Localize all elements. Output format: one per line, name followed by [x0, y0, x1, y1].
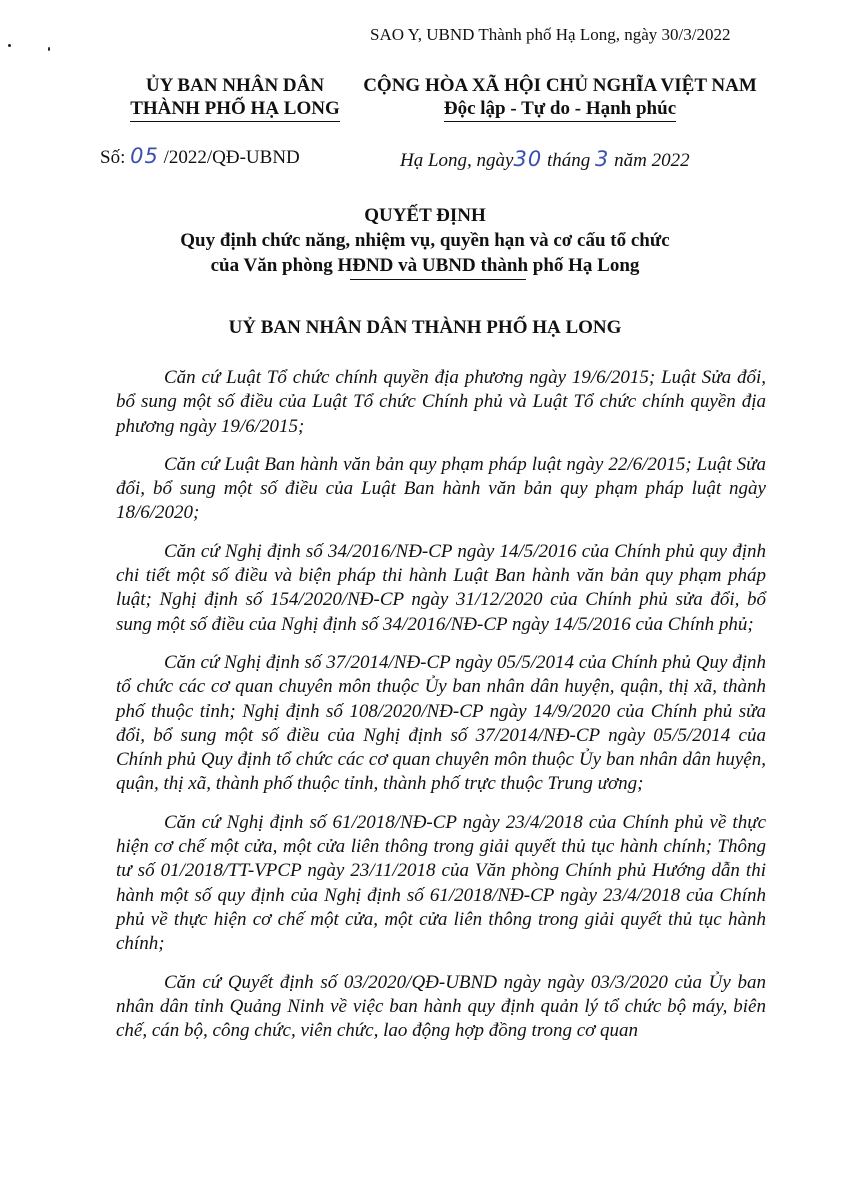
national-motto: Độc lập - Tự do - Hạnh phúc	[444, 97, 676, 122]
document-subtitle-line1: Quy định chức năng, nhiệm vụ, quyền hạn và cơ cấu tổ chức	[180, 230, 670, 251]
legal-basis-paragraph: Căn cứ Nghị định số 37/2014/NĐ-CP ngày 05/5/2014 của Chính phủ Quy định tổ chức các cơ quan chuyên môn thuộc Ủy ban nhân dân huyện, quận, thị xã, thành phố thuộc tỉnh; Nghị định số 108/2020/NĐ-CP ngày 14/9/2020 của Chính phủ sửa đổi, bổ sung một số điều của Nghị định số 37/2014/NĐ-CP ngày 05/5/2014 của Chính phủ Quy định tổ chức các cơ quan chuyên môn thuộc Ủy ban nhân dân huyện, quận, thị xã, thành phố thuộc tỉnh, thành phố trực thuộc Trung ương;	[116, 651, 766, 795]
legal-basis-section	[116, 366, 766, 1057]
document-title-block	[85, 203, 765, 278]
handwritten-number: 05	[130, 144, 159, 168]
org-name-line2: THÀNH PHỐ HẠ LONG	[130, 97, 340, 122]
copy-certification-stamp: SAO Y, UBND Thành phố Hạ Long, ngày 30/3/2022	[370, 25, 731, 44]
handwritten-day: 30	[513, 147, 543, 171]
document-type-title: QUYẾT ĐỊNH	[364, 205, 486, 226]
org-name-line1: ỦY BAN NHÂN DÂN	[145, 75, 325, 96]
year-text: năm 2022	[614, 150, 690, 171]
legal-basis-paragraph: Căn cứ Quyết định số 03/2020/QĐ-UBND ngày ngày 03/3/2020 của Ủy ban nhân dân tỉnh Quảng Ninh về việc ban hành quy định quản lý tổ chức bộ máy, biên chế, cán bộ, công chức, viên chức, lao động hợp đồng trong cơ quan	[116, 971, 766, 1042]
title-underline-rule	[350, 279, 526, 280]
date-prefix: Hạ Long, ngày	[400, 150, 514, 171]
legal-basis-paragraph: Căn cứ Luật Ban hành văn bản quy phạm pháp luật ngày 22/6/2015; Luật Sửa đổi, bổ sung một số điều của Luật Ban hành văn bản quy phạm pháp luật ngày 18/6/2020;	[116, 453, 766, 524]
number-suffix: /2022/QĐ-UBND	[163, 147, 300, 168]
legal-basis-paragraph: Căn cứ Luật Tổ chức chính quyền địa phương ngày 19/6/2015; Luật Sửa đổi, bổ sung một số điều của Luật Tổ chức Chính phủ và Luật Tổ chức chính quyền địa phương ngày 19/6/2015;	[116, 367, 766, 437]
document-subtitle-line2: của Văn phòng HĐND và UBND thành phố Hạ Long	[210, 255, 640, 276]
scan-speck	[8, 44, 11, 47]
number-prefix: Số:	[100, 147, 126, 168]
month-label: tháng	[546, 150, 591, 171]
scan-speck	[48, 47, 50, 51]
handwritten-month: 3	[595, 147, 610, 171]
place-and-date	[400, 147, 690, 172]
national-header	[360, 74, 760, 122]
nation-name: CỘNG HÒA XÃ HỘI CHỦ NGHĨA VIỆT NAM	[363, 75, 757, 96]
issuing-organization	[100, 74, 370, 122]
document-number	[100, 144, 300, 169]
legal-basis-paragraph: Căn cứ Nghị định số 34/2016/NĐ-CP ngày 14/5/2016 của Chính phủ quy định chi tiết một số điều và biện pháp thi hành Luật Ban hành văn bản quy phạm pháp luật; Nghị định số 154/2020/NĐ-CP ngày 31/12/2020 của Chính phủ sửa đổi, bổ sung một số điều của Nghị định số 34/2016/NĐ-CP ngày 14/5/2016 của Chính phủ;	[116, 540, 766, 635]
issuing-authority-heading: UỶ BAN NHÂN DÂN THÀNH PHỐ HẠ LONG	[228, 317, 622, 338]
legal-basis-paragraph: Căn cứ Nghị định số 61/2018/NĐ-CP ngày 23/4/2018 của Chính phủ về thực hiện cơ chế một cửa, một cửa liên thông trong giải quyết thủ tục hành chính; Thông tư số 01/2018/TT-VPCP ngày 23/11/2018 của Văn phòng Chính phủ Hướng dẫn thi hành một số quy định của Nghị định số 61/2018/NĐ-CP ngày 23/4/2018 của Chính phủ về thực hiện cơ chế một cửa, một cửa liên thông trong giải quyết thủ tục hành chính;	[116, 811, 766, 955]
